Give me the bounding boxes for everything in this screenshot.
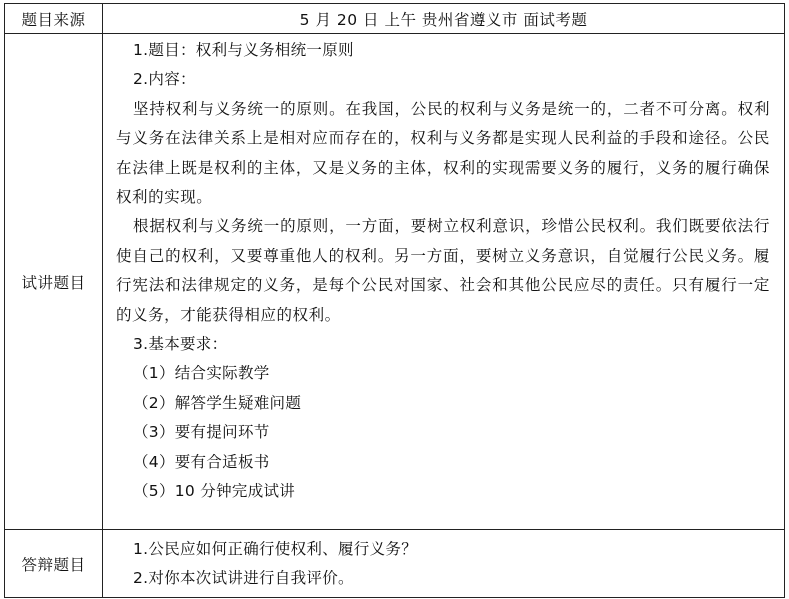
content-paragraph-2: 根据权利与义务统一的原则，一方面，要树立权利意识，珍惜公民权利。我们既要依法行使自己的权利，又要尊重他人的权利。另一方面，要树立义务意识，自觉履行公民义务。履行宪法和法律规定的义务，是每个公民对国家、社会和其他公民应尽的责任。只有履行一定的义务，才能获得相应的权利。 [116, 217, 770, 324]
content-paragraph-1: 坚持权利与义务统一的原则。在我国，公民的权利与义务是统一的，二者不可分离。权利与义务在法律关系上是相对应而存在的，权利与义务都是实现人民利益的手段和途径。公民在法律上既是权利的主体，又是义务的主体，权利的实现需要义务的履行，义务的履行确保权利的实现。 [116, 99, 770, 207]
lecture-row [5, 34, 785, 530]
requirement-item: （5）10 分钟完成试讲 [133, 482, 296, 501]
header-row [5, 4, 785, 34]
defense-content [103, 530, 785, 598]
requirement-item: （1）结合实际教学 [133, 364, 270, 383]
requirement-item: （3）要有提问环节 [133, 423, 270, 442]
defense-row [5, 530, 785, 598]
lecture-title: 1.题目：权利与义务相统一原则 [133, 41, 354, 59]
content-label: 2.内容： [133, 70, 196, 89]
defense-question-2: 2.对你本次试讲进行自我评价。 [133, 568, 354, 587]
source-label: 题目来源 [5, 4, 103, 34]
requirements-label: 3.基本要求： [133, 335, 228, 354]
lecture-content [103, 34, 785, 530]
defense-question-1: 1.公民应如何正确行使权利、履行义务？ [133, 539, 417, 558]
exam-table [4, 3, 785, 598]
source-value: 5 月 20 日 上午 贵州省遵义市 面试考题 [103, 4, 785, 34]
defense-label: 答辩题目 [5, 530, 103, 598]
requirement-item: （4）要有合适板书 [133, 452, 270, 471]
requirement-item: （2）解答学生疑难问题 [133, 393, 302, 412]
lecture-label: 试讲题目 [5, 34, 103, 530]
